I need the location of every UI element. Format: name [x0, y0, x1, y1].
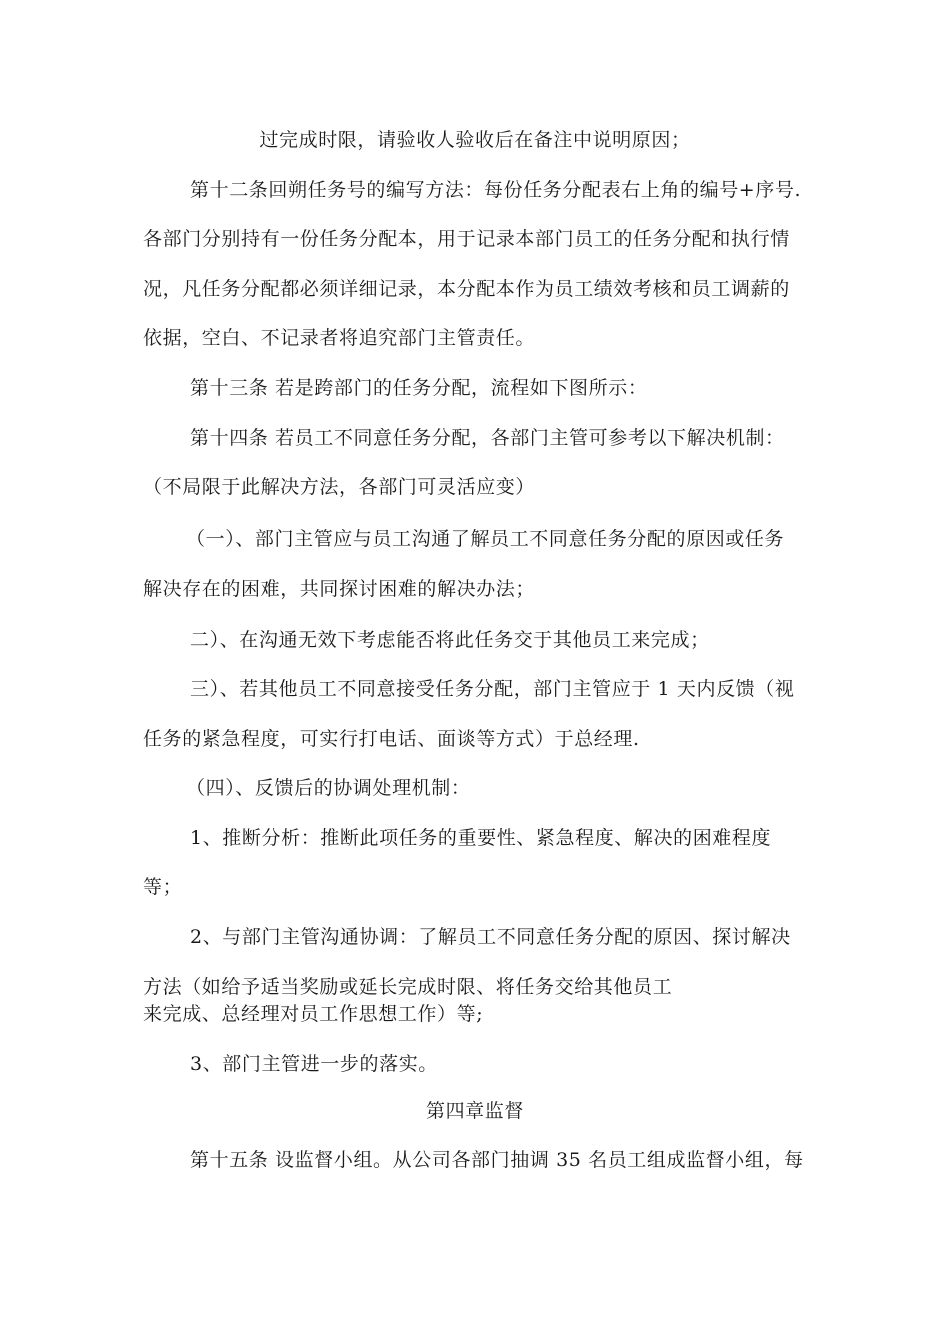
- sub-item-2: 2、与部门主管沟通协调：了解员工不同意任务分配的原因、探讨解决: [190, 926, 791, 948]
- text-line: 过完成时限，请验收人验收后在备注中说明原因；: [259, 129, 691, 151]
- article-12: 第十二条回朔任务号的编写方法：每份任务分配表右上角的编号+序号.: [190, 179, 802, 201]
- text-line: 方法（如给予适当奖励或延长完成时限、将任务交给其他员工: [143, 976, 673, 998]
- list-item-3: 三）、若其他员工不同意接受任务分配，部门主管应于 1 天内反馈（视: [190, 678, 795, 700]
- list-item-4: （四）、反馈后的协调处理机制：: [186, 777, 471, 799]
- text-line: 依据，空白、不记录者将追究部门主管责任。: [143, 327, 536, 349]
- article-13: 第十三条 若是跨部门的任务分配，流程如下图所示：: [190, 377, 648, 399]
- text-line: 任务的紧急程度，可实行打电话、面谈等方式）于总经理.: [143, 728, 640, 750]
- text-line: 各部门分别持有一份任务分配本，用于记录本部门员工的任务分配和执行情: [143, 228, 790, 250]
- text-line: 等；: [143, 876, 183, 898]
- chapter-heading: 第四章监督: [425, 1100, 524, 1122]
- text-line: 解决存在的困难，共同探讨困难的解决办法；: [143, 578, 536, 600]
- text-line: 况，凡任务分配都必须详细记录，本分配本作为员工绩效考核和员工调薪的: [143, 278, 790, 300]
- article-14: 第十四条 若员工不同意任务分配，各部门主管可参考以下解决机制：: [190, 427, 785, 449]
- sub-item-3: 3、部门主管进一步的落实。: [190, 1053, 438, 1075]
- list-item-2: 二）、在沟通无效下考虑能否将此任务交于其他员工来完成；: [190, 629, 710, 651]
- sub-item-1: 1、推断分析：推断此项任务的重要性、紧急程度、解决的困难程度: [190, 827, 772, 849]
- text-line: （不局限于此解决方法，各部门可灵活应变）: [143, 476, 536, 498]
- article-15: 第十五条 设监督小组。从公司各部门抽调 35 名员工组成监督小组，每: [190, 1149, 804, 1171]
- list-item-1: （一）、部门主管应与员工沟通了解员工不同意任务分配的原因或任务: [186, 528, 785, 550]
- text-line: 来完成、总经理对员工作思想工作）等;: [143, 1003, 484, 1025]
